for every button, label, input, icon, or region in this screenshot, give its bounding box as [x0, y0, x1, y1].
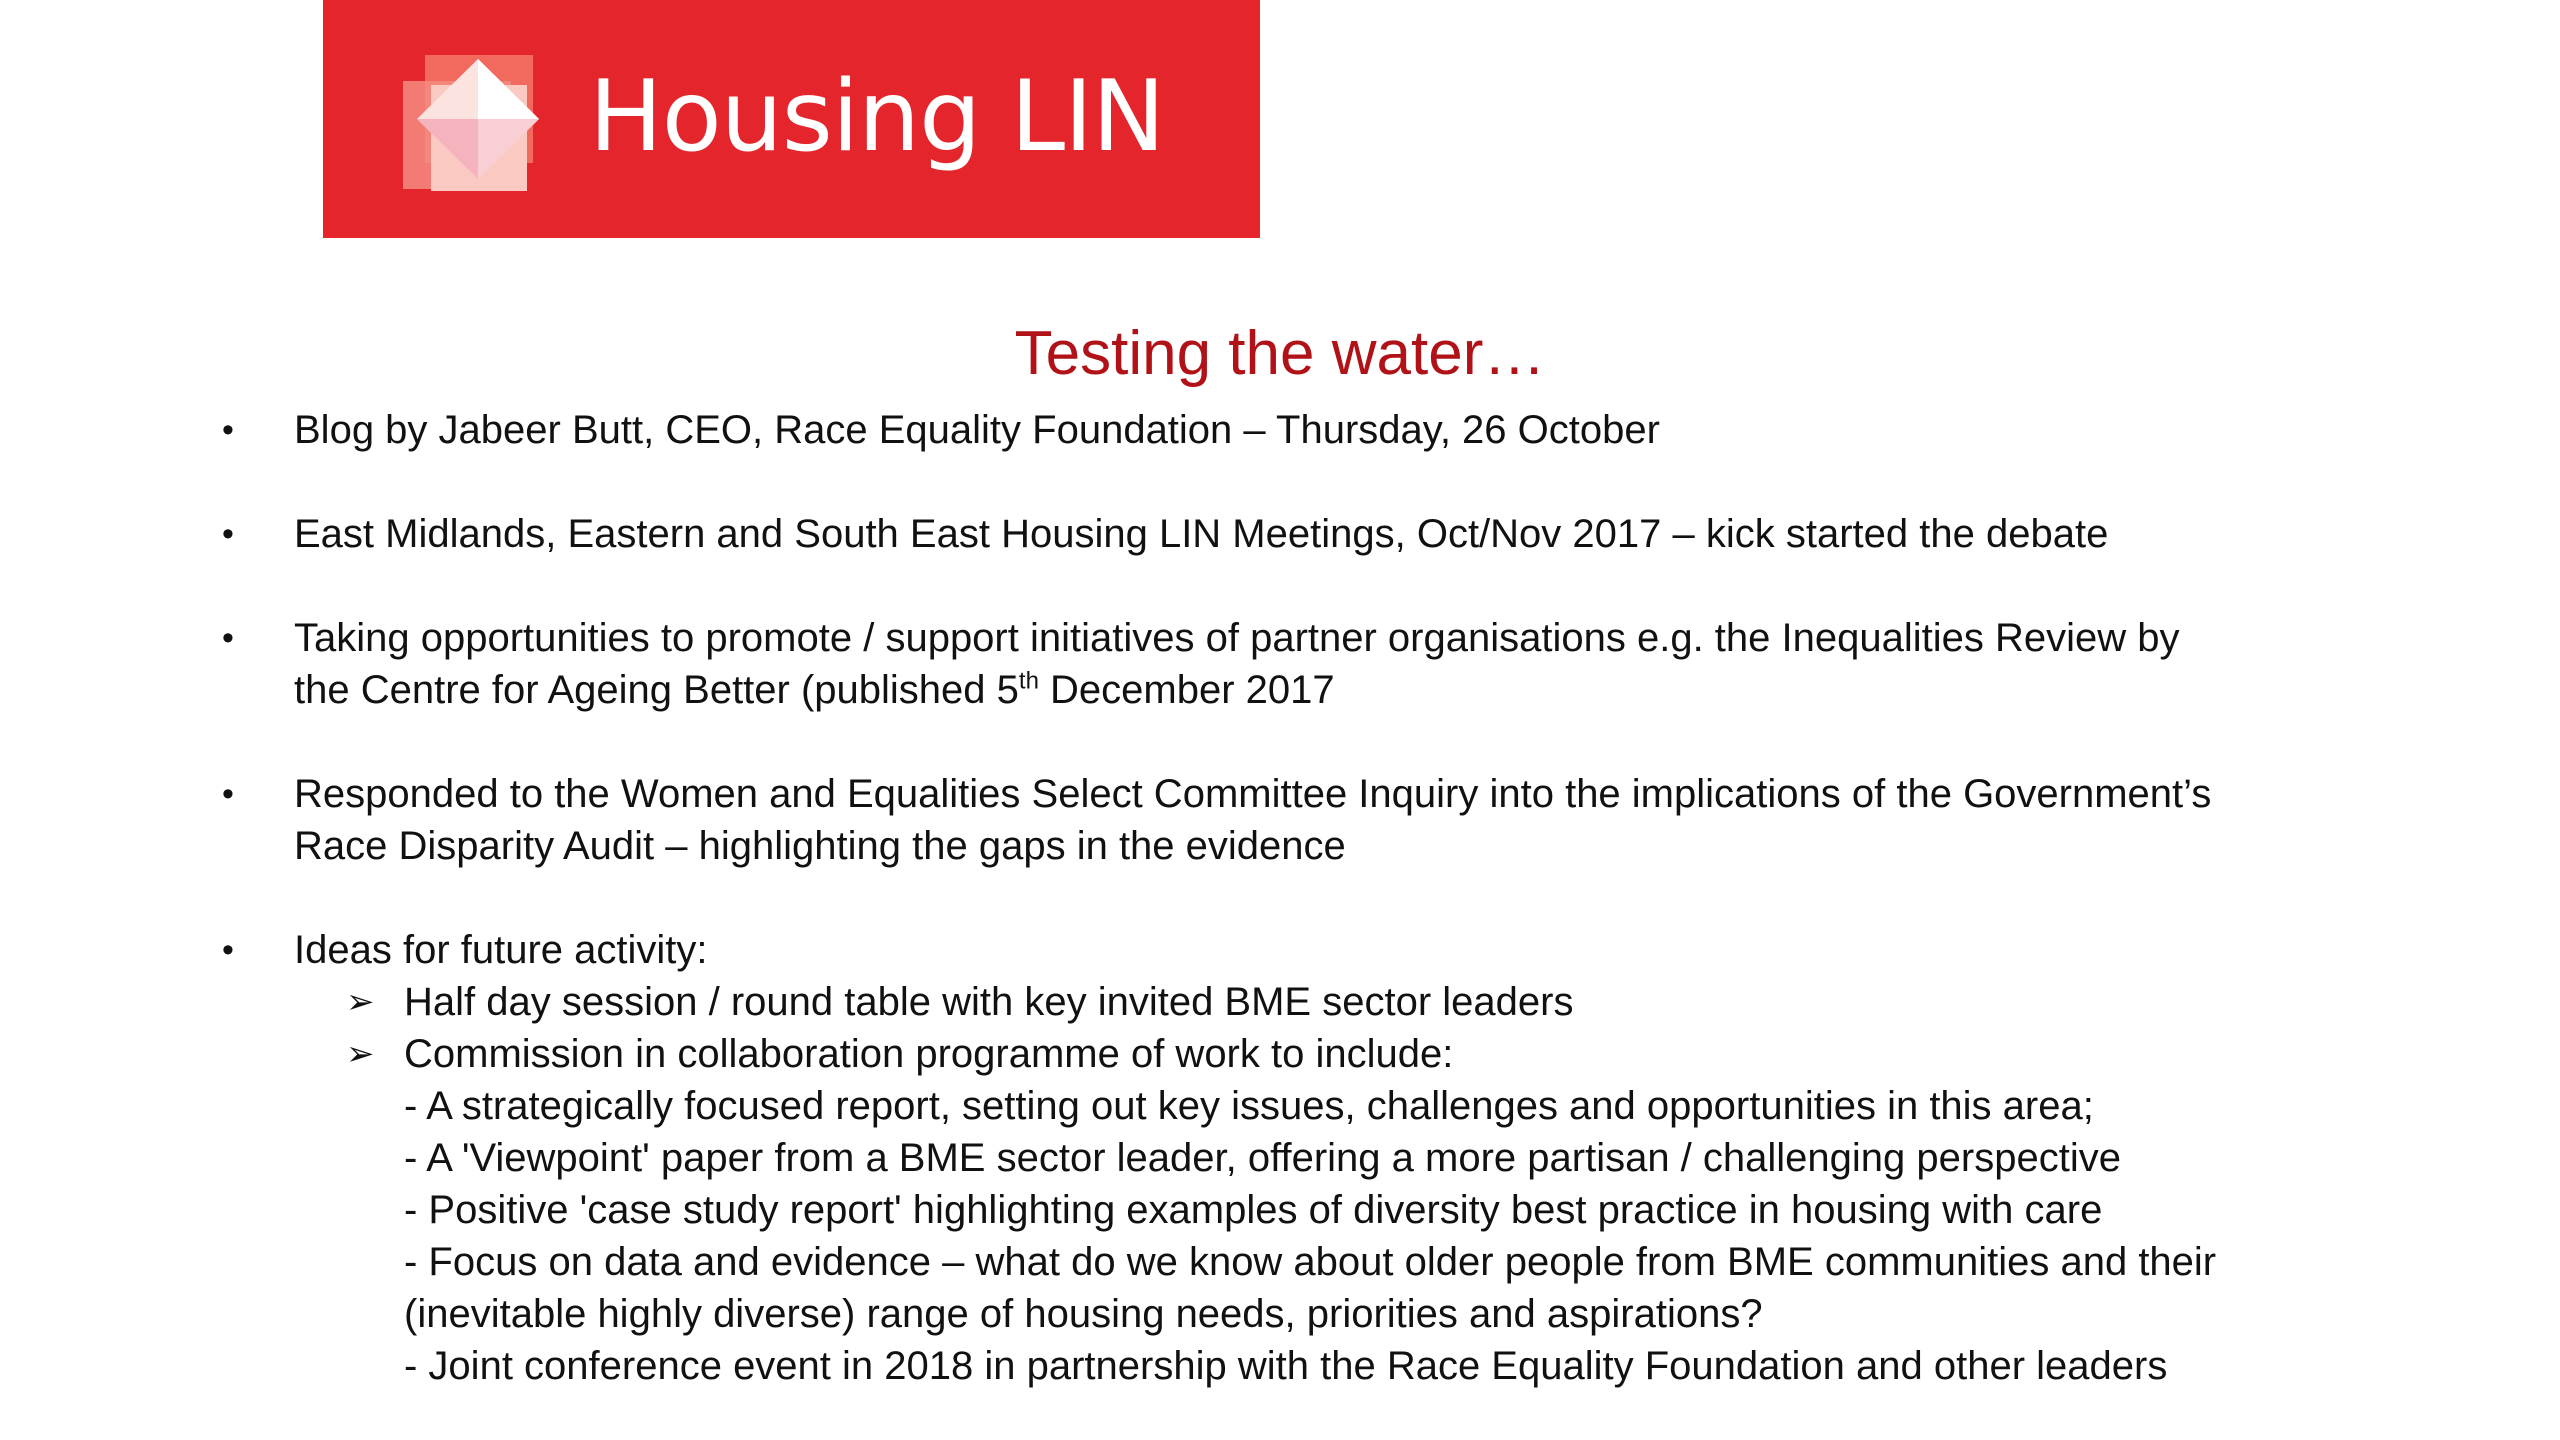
housing-lin-logo	[323, 0, 1260, 238]
house-diamond-icon	[403, 45, 553, 195]
sub-item-round-table: ➢ Half day session / round table with key invited BME sector leaders	[294, 976, 2518, 1028]
detail-item-data-evidence-cont: (inevitable highly diverse) range of housing needs, priorities and aspirations?	[404, 1292, 1763, 1336]
bullet-text-line-1: • Taking opportunities to promote / support initiatives of partner organisations e.g. the Inequalities Review by	[294, 616, 2180, 660]
detail-item-viewpoint: - A 'Viewpoint' paper from a BME sector leader, offering a more partisan / challenging perspective	[404, 1136, 2121, 1180]
bullet-text: Blog by Jabeer Butt, CEO, Race Equality Foundation – Thursday, 26 October	[294, 408, 1660, 452]
bullet-text: • Ideas for future activity:	[294, 928, 708, 972]
bullet-inquiry-response	[218, 768, 2518, 872]
sub-list	[294, 976, 2518, 1080]
bullet-meetings	[218, 508, 2518, 560]
superscript-th: th	[1018, 667, 1039, 695]
detail-item-conference: - Joint conference event in 2018 in partnership with the Race Equality Foundation and other leaders	[404, 1344, 2168, 1388]
logo-wordmark: Housing LIN	[589, 60, 1165, 174]
bullet-text: East Midlands, Eastern and South East Housing LIN Meetings, Oct/Nov 2017 – kick started the debate	[294, 512, 2109, 556]
detail-list	[294, 1080, 2518, 1392]
bullet-text-line-1: • Responded to the Women and Equalities Select Committee Inquiry into the implications of the Government’s	[294, 772, 2212, 816]
bullet-list	[218, 404, 2518, 1392]
detail-item-report: - A strategically focused report, setting out key issues, challenges and opportunities in this area;	[404, 1084, 2094, 1128]
detail-item-data-evidence: - Focus on data and evidence – what do we know about older people from BME communities and their	[404, 1240, 2217, 1284]
arrow-bullet-icon: ➢	[346, 983, 375, 1021]
slide-title: Testing the water…	[1014, 319, 1546, 388]
sub-item-commission: ➢ Commission in collaboration programme of work to include:	[294, 1028, 2518, 1080]
detail-item-case-study: - Positive 'case study report' highlighting examples of diversity best practice in housing with care	[404, 1188, 2103, 1232]
bullet-opportunities	[218, 612, 2518, 716]
arrow-bullet-icon: ➢	[346, 1035, 375, 1073]
bullet-future-ideas	[218, 924, 2518, 1392]
bullet-text-line-2: Race Disparity Audit – highlighting the gaps in the evidence	[294, 824, 1346, 868]
bullet-blog	[218, 404, 2518, 456]
bullet-text-line-2: the Centre for Ageing Better (published 5th December 2017	[294, 667, 1335, 712]
